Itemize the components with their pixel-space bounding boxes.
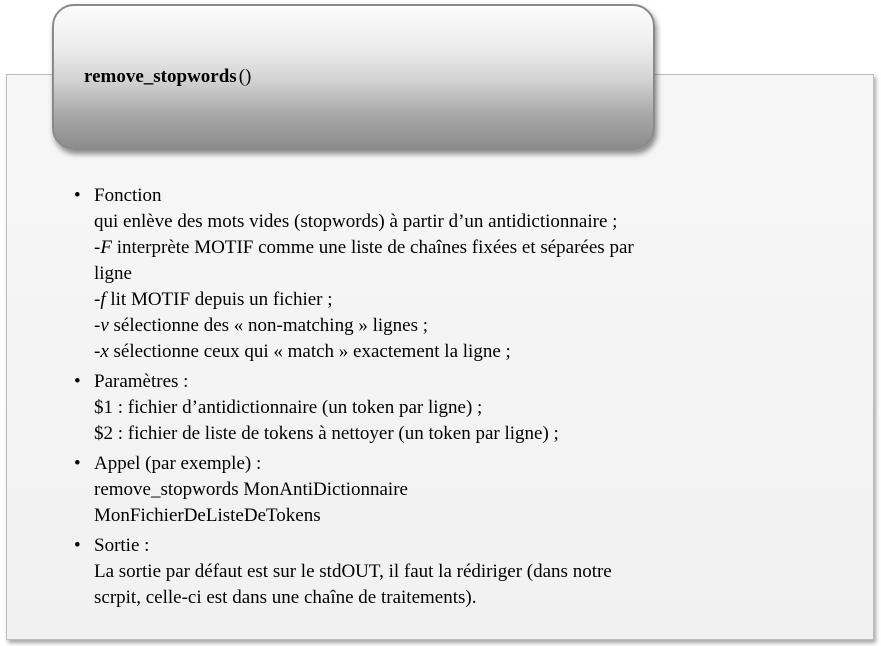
section-line: qui enlève des mots vides (stopwords) à partir d’un antidictionnaire ; [94, 211, 618, 232]
section-heading: Fonction [94, 185, 162, 206]
section-line: remove_stopwords MonAntiDictionnaire [94, 479, 408, 500]
section-line: La sortie par défaut est sur le stdOUT, il faut la rédiriger (dans notre [94, 561, 612, 582]
bullet-list [74, 183, 834, 615]
section-fonction [74, 183, 834, 365]
option-flag: -f [94, 289, 106, 310]
section-line [94, 313, 834, 339]
section-line: scrpit, celle-ci est dans une chaîne de traitements). [94, 587, 477, 608]
title-parens: () [238, 66, 252, 87]
bullet-icon: • [74, 371, 81, 392]
option-description: interprète MOTIF comme une liste de chaînes fixées et séparées par [111, 237, 634, 258]
option-flag: -v [94, 315, 109, 336]
section-line [94, 339, 834, 365]
section-heading: Paramètres : [94, 371, 189, 392]
section-line: MonFichierDeListeDeTokens [94, 505, 321, 526]
title-function-name: remove_stopwords [84, 66, 237, 87]
option-description: sélectionne ceux qui « match » exactement la ligne ; [108, 341, 511, 362]
title-tab [52, 4, 655, 150]
option-flag: -F [94, 237, 112, 258]
section-line: ligne [94, 263, 132, 284]
slide-title [84, 66, 251, 88]
section-heading: Appel (par exemple) : [94, 453, 262, 474]
section-line [94, 235, 834, 261]
section-sortie [74, 533, 834, 611]
section-line: $2 : fichier de liste de tokens à nettoyer (un token par ligne) ; [94, 423, 559, 444]
section-heading: Sortie : [94, 535, 150, 556]
section-line [94, 287, 834, 313]
section-line: $1 : fichier d’antidictionnaire (un token par ligne) ; [94, 397, 483, 418]
option-description: sélectionne des « non-matching » lignes ; [108, 315, 428, 336]
section-parametres [74, 369, 834, 447]
bullet-icon: • [74, 453, 81, 474]
section-appel [74, 451, 834, 529]
option-flag: -x [94, 341, 109, 362]
option-description: lit MOTIF depuis un fichier ; [105, 289, 333, 310]
bullet-icon: • [74, 535, 81, 556]
bullet-icon: • [74, 185, 81, 206]
